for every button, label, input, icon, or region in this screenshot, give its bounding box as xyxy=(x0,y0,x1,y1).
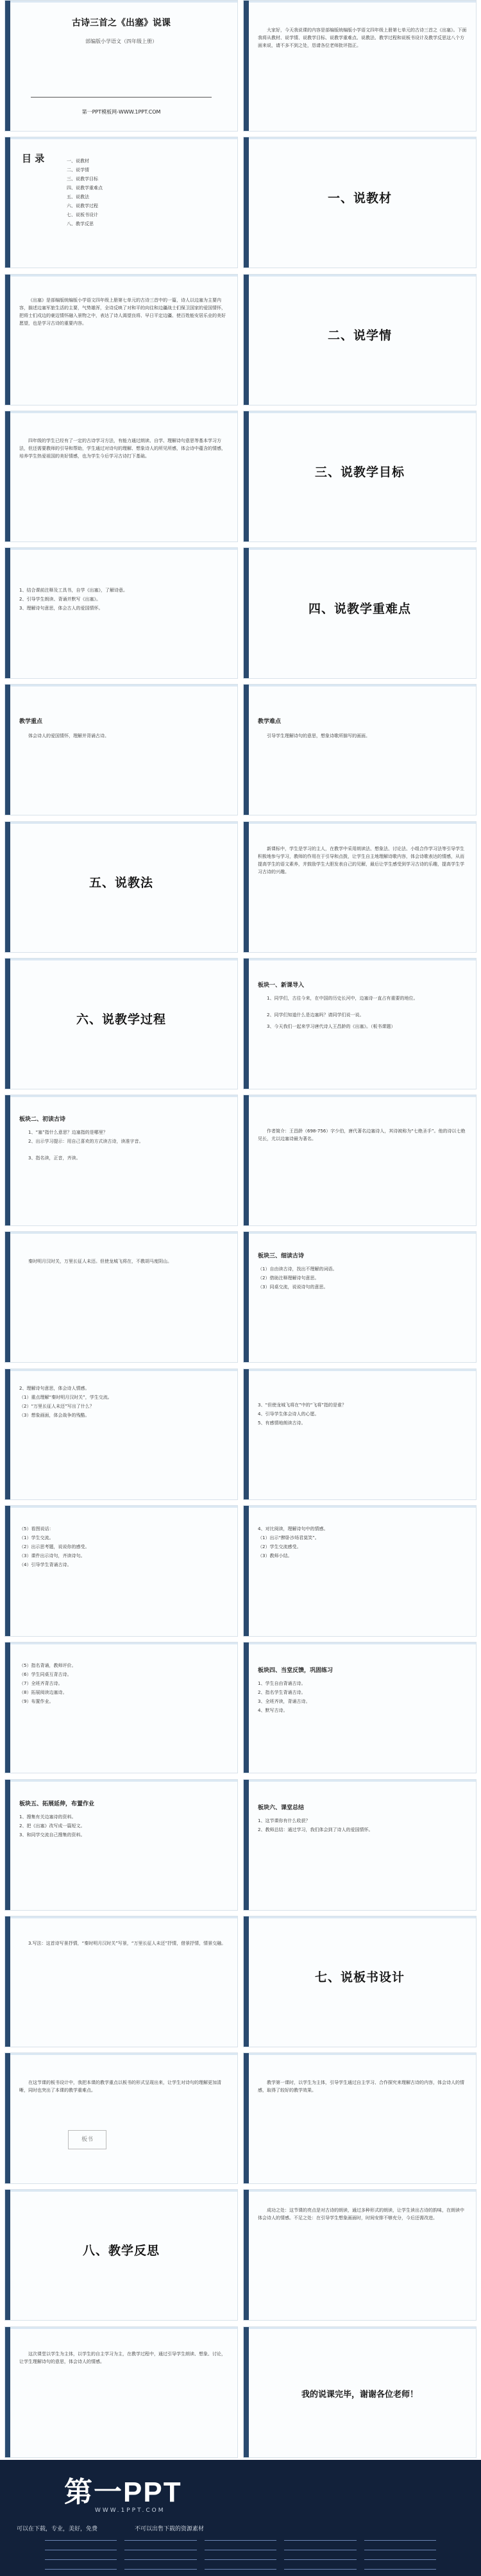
step-line: 3、和同学交流自己搜集的资料。 xyxy=(19,1832,85,1838)
slide-process-11 xyxy=(243,1642,477,1773)
slide-process-6 xyxy=(4,1369,238,1500)
slide-jiaofa xyxy=(243,821,477,953)
brand-link[interactable] xyxy=(284,2545,356,2550)
section-title: 六、说教学过程 xyxy=(76,1012,166,1027)
brand-link[interactable] xyxy=(364,2536,436,2541)
step-line: （1）重点理解“秦时明月汉时关”，学生交流。 xyxy=(19,1394,112,1400)
slide-process-3 xyxy=(243,1095,477,1226)
section-title: 四、说教学重难点 xyxy=(308,602,411,617)
brand-link[interactable] xyxy=(364,2545,436,2550)
slide-section-8 xyxy=(4,2189,238,2321)
board-image: 板书 xyxy=(68,2130,106,2149)
step-line: （6）学生同桌互背古诗。 xyxy=(19,1672,72,1678)
slide-jiaocai xyxy=(4,274,238,405)
toc-heading: 目 录 xyxy=(22,153,45,165)
cover-subtitle: 部编版小学语文（四年级上册） xyxy=(85,38,157,44)
slide-process-9 xyxy=(243,1505,477,1637)
section-title: 二、说学情 xyxy=(327,328,392,343)
cover-title: 古诗三首之《出塞》说课 xyxy=(72,18,171,28)
toc-item[interactable]: 一、说教材 xyxy=(67,158,89,164)
step-line: 2、指名学生背诵古诗。 xyxy=(258,1690,306,1696)
toc-item[interactable]: 八、教学反思 xyxy=(67,221,94,227)
slide-toc xyxy=(4,137,238,268)
slide-section-2 xyxy=(243,274,477,405)
author-intro: 作者简介：王昌龄（698-756）字少伯，唐代著名边塞诗人，其诗被称为“七绝圣手”。他的诗以七绝见长，尤以边塞诗最为著名。 xyxy=(258,1129,466,1142)
brand-link[interactable] xyxy=(45,2564,117,2570)
step-line: （1）自由读古诗，找出不理解的词语。 xyxy=(258,1267,337,1272)
brand-link[interactable] xyxy=(45,2536,117,2541)
slide-section-1 xyxy=(243,137,477,268)
brand-link[interactable] xyxy=(205,2564,276,2570)
brand-link[interactable] xyxy=(364,2555,436,2560)
end-text: 我的说课完毕，谢谢各位老师！ xyxy=(301,2389,418,2400)
mubiao-item: 2、引导学生朗读、背诵并默写《出塞》。 xyxy=(19,597,101,602)
step-heading: 板块一、新课导入 xyxy=(258,982,305,989)
section-title: 五、说教法 xyxy=(89,875,153,890)
slide-xueqing xyxy=(4,411,238,542)
section-title: 一、说教材 xyxy=(327,191,392,206)
section-title: 七、说板书设计 xyxy=(314,1970,405,1984)
step-line: （1）出示“醉卧沙场君莫笑”。 xyxy=(258,1535,319,1541)
step-line: 2、把《出塞》改写成一篇短文。 xyxy=(19,1823,85,1829)
brand-link[interactable] xyxy=(205,2545,276,2550)
step-heading: 板块五、拓展延伸，布置作业 xyxy=(19,1800,95,1807)
step-line: 3、“但使龙城飞将在”中的“飞将”指的是谁？ xyxy=(258,1402,346,1408)
step-line: 1、搜集有关边塞诗的资料。 xyxy=(19,1814,76,1820)
step-line: 3、今天我们一起来学习唐代诗人王昌龄的《出塞》。（板书课题） xyxy=(267,1023,396,1029)
slide-process-4 xyxy=(4,1231,238,1363)
step-line: （2）学生交流感受。 xyxy=(258,1544,301,1550)
brand-link[interactable] xyxy=(205,2536,276,2541)
brand-link[interactable] xyxy=(124,2545,196,2550)
step-line: （3）课件出示诗句，齐读诗句。 xyxy=(19,1553,85,1559)
intro-text: 大家好，今天我说课的内容是部编版统编版小学语文四年级上册第七单元的古诗三首之《出塞》。下面我将从教材、说学情、说教学目标、说教学重难点、说教法、教学过程和说板书设计及教学反思这八个方面来说，请不多不到之处，恳请各位老师批评指正。 xyxy=(258,28,467,48)
step-line: （8）拓展阅读边塞诗。 xyxy=(19,1690,67,1696)
step-line: （5）指名背诵，教师评价。 xyxy=(19,1663,76,1669)
brand-link[interactable] xyxy=(284,2564,356,2570)
fansi-text-2: 成功之处：这节课的亮点是对古诗的朗读，通过多种形式的朗读，让学生读出古诗的韵味，在朗读中体会诗人的情感。不足之处：在引导学生想象画面时，时间安排不够充分，今后还需改进。 xyxy=(258,2208,464,2221)
xueqing-text: 四年级的学生已经有了一定的古诗学习方法，有能力通过朗读、自学、理解诗句意思等基本学习方法，但还需要教师的引导和帮助，学生通过对诗句的理解、想象诗人的所见所感，体会诗中蕴含的情感，培养学生热爱祖国的美好情感，也为学生今后学习古诗打下基础。 xyxy=(19,438,226,459)
brand-footer xyxy=(0,2460,481,2576)
slide-process-2 xyxy=(4,1095,238,1226)
zhongdian-heading: 教学重点 xyxy=(19,719,43,726)
fansi-text: 这次课堂以学生为主体，以学生的自主学习为主，在教学过程中，通过引导学生朗读、想象、讨论，让学生理解诗句的意思，体会诗人的情感。 xyxy=(19,2351,226,2364)
brand-link-list xyxy=(45,2536,436,2570)
slide-nandian xyxy=(243,684,477,815)
toc-item[interactable]: 二、说学情 xyxy=(67,167,89,173)
toc-item[interactable]: 五、说教法 xyxy=(67,194,89,200)
step-line: （5）看图说话： xyxy=(19,1526,54,1532)
brand-link[interactable] xyxy=(124,2564,196,2570)
step-line: 2、理解诗句意思，体会诗人情感。 xyxy=(19,1385,90,1391)
slide-process-10 xyxy=(4,1642,238,1773)
toc-item[interactable]: 三、说教学目标 xyxy=(67,176,98,182)
slide-mubiao xyxy=(4,547,238,679)
slide-section-3 xyxy=(243,411,477,542)
slide-process-8 xyxy=(4,1505,238,1637)
toc-list xyxy=(67,157,103,228)
slide-zhongdian xyxy=(4,684,238,815)
brand-site[interactable]: WWW.1PPT.COM xyxy=(95,2507,165,2514)
section-title: 三、说教学目标 xyxy=(314,465,405,479)
toc-item[interactable]: 四、说教学重难点 xyxy=(67,185,103,191)
slide-process-5 xyxy=(243,1231,477,1363)
step-line: （1）学生交流。 xyxy=(19,1535,54,1541)
slide-process-13 xyxy=(243,1779,477,1911)
board-text-2: 教学第一课时，以学生为主体，引导学生通过自主学习、合作探究来理解古诗的内容，体会诗人的情感，取得了较好的教学效果。 xyxy=(258,2080,464,2094)
step-line: 1、这节课你有什么收获？ xyxy=(258,1818,310,1823)
brand-link[interactable] xyxy=(45,2545,117,2550)
brand-link[interactable] xyxy=(284,2536,356,2541)
slide-section-4 xyxy=(243,547,477,679)
nandian-text: 引导学生理解诗句的意思，想象诗歌所描写的画面。 xyxy=(267,733,370,739)
slide-board xyxy=(4,2052,238,2184)
slide-section-5 xyxy=(4,821,238,953)
step-line: 3、指名读，正音，齐读。 xyxy=(28,1156,81,1161)
step-line: 2、教师总结：通过学习，我们体会到了诗人的爱国情怀。 xyxy=(258,1827,373,1832)
slide-board-2 xyxy=(243,2052,477,2184)
cover-source: 第一PPT模板网-WWW.1PPT.COM xyxy=(81,109,161,115)
mubiao-item: 1、结合课前注释及工具书，自学《出塞》，了解诗意。 xyxy=(19,588,128,593)
step-line: 4、对比阅读，理解诗句中的情感。 xyxy=(258,1526,328,1532)
slide-end xyxy=(243,2326,477,2458)
slide-fansi-2 xyxy=(243,2189,477,2321)
step-line: （2）借助注释理解诗句意思。 xyxy=(258,1275,319,1281)
toc-item[interactable]: 六、说教学过程 xyxy=(67,203,98,209)
step-line: 2、同学们知道什么是边塞吗？请同学们说一说。 xyxy=(267,1012,364,1018)
slide-writing xyxy=(4,1916,238,2047)
brand-right-text: 不可以出售下载的资源素材 xyxy=(135,2526,205,2532)
brand-logo: 第一PPT xyxy=(64,2477,182,2508)
step-line: 3、全班齐读，背诵古诗。 xyxy=(258,1699,310,1705)
step-heading: 板块二、初读古诗 xyxy=(19,1116,66,1123)
zhongdian-text: 体会诗人的爱国情怀，理解并背诵古诗。 xyxy=(28,733,109,739)
slide-process-12 xyxy=(4,1779,238,1911)
step-heading: 板块四、当堂反馈，巩固练习 xyxy=(258,1668,333,1675)
slide-process-1 xyxy=(243,958,477,1089)
step-heading: 板块三、细读古诗 xyxy=(258,1253,305,1260)
step-line: 4、引导学生体会诗人的心愿。 xyxy=(258,1411,319,1417)
mubiao-item: 3、理解诗句意思，体会古人的爱国情怀。 xyxy=(19,606,103,611)
board-text: 在这节课的板书设计中，我把本课的教学重点以板书的形式呈现出来，让学生对诗句的理解更加清晰，同时也突出了本课的教学重难点。 xyxy=(19,2080,221,2094)
step-line: （7）全班齐背古诗。 xyxy=(19,1681,63,1687)
nandian-heading: 教学难点 xyxy=(258,719,282,726)
slide-fansi xyxy=(4,2326,238,2458)
jiaocai-text: 《出塞》是部编版统编版小学语文四年级上册第七单元的古诗三首中的一篇，诗人以边塞为主要内容，描述边塞军旅生活的主要，气势雄浑，全诗反映了对和平的向往和边疆战士们保卫国家的爱国情怀，把将士们戍边的豪迈情怀融入景物之中，表达了诗人渴望良将、早日平定边疆、使百姓能安居乐业的美好愿望，也是学习古诗的重要内容。 xyxy=(19,297,226,326)
step-line: （2）出示思考题，说说你的感受。 xyxy=(19,1544,90,1550)
toc-item[interactable]: 七、说板书设计 xyxy=(67,212,98,218)
slide-cover xyxy=(4,0,238,132)
slide-section-7 xyxy=(243,1916,477,2047)
brand-link[interactable] xyxy=(124,2536,196,2541)
section-title: 八、教学反思 xyxy=(82,2244,160,2258)
brand-link[interactable] xyxy=(205,2555,276,2560)
step-line: 1、学生自由背诵古诗。 xyxy=(258,1681,306,1687)
step-heading: 板块六、课堂总结 xyxy=(258,1804,305,1811)
step-line: 4、默写古诗。 xyxy=(258,1708,288,1714)
brand-link[interactable] xyxy=(364,2564,436,2570)
step-line: 1、同学们，古往今来，在中国的历史长河中，边塞诗一直占有重要的地位。 xyxy=(267,995,418,1001)
brand-link[interactable] xyxy=(284,2555,356,2560)
step-line: （2）“万里长征人未还”写出了什么？ xyxy=(19,1403,94,1409)
slide-section-6 xyxy=(4,958,238,1089)
writing-text: 3.写法：这首诗写景抒情，“秦时明月汉时关”写景，“万里长征人未还”抒情，借景抒情，情景交融。 xyxy=(28,1940,226,1946)
brand-left-text: 可以在下载，专业，美好，免费 xyxy=(17,2526,98,2532)
step-line: 5、有感情地朗读古诗。 xyxy=(258,1420,306,1426)
step-line: （3）同桌交流，说说诗句的意思。 xyxy=(258,1284,328,1290)
step-line: （3）教师小结。 xyxy=(258,1553,292,1559)
jiaofa-text: 新课标中，学生是学习的主人，在教学中采用朗读法、想象法、讨论法、小组合作学习法等引导学生积极地参与学习，教师的作用在于引导和点拨，让学生自主地理解诗歌内容，体会诗歌表达的情感，从而提高学生的语文素养，并鼓励学生大胆发表自己的见解，最后让学生感受到学习古诗的乐趣，提高学生学习古诗的兴趣。 xyxy=(258,846,464,874)
step-line: （3）想象画面，体会战争的残酷。 xyxy=(19,1412,90,1418)
step-line: （9）布置作业。 xyxy=(19,1699,54,1705)
cover-divider xyxy=(31,97,212,98)
brand-link[interactable] xyxy=(124,2555,196,2560)
step-line: （4）引导学生背诵古诗。 xyxy=(19,1562,72,1568)
poem-text: 秦时明月汉时关，万里长征人未还。但使龙城飞将在，不教胡马度阴山。 xyxy=(28,1259,172,1265)
slide-intro xyxy=(243,0,477,132)
step-line: 2、出示学习提示：用自己喜欢的方式读古诗，读准字音。 xyxy=(28,1139,144,1145)
step-line: 1、“塞”指什么意思？边塞指的是哪里？ xyxy=(28,1130,108,1136)
brand-link[interactable] xyxy=(45,2555,117,2560)
slide-process-7 xyxy=(243,1369,477,1500)
